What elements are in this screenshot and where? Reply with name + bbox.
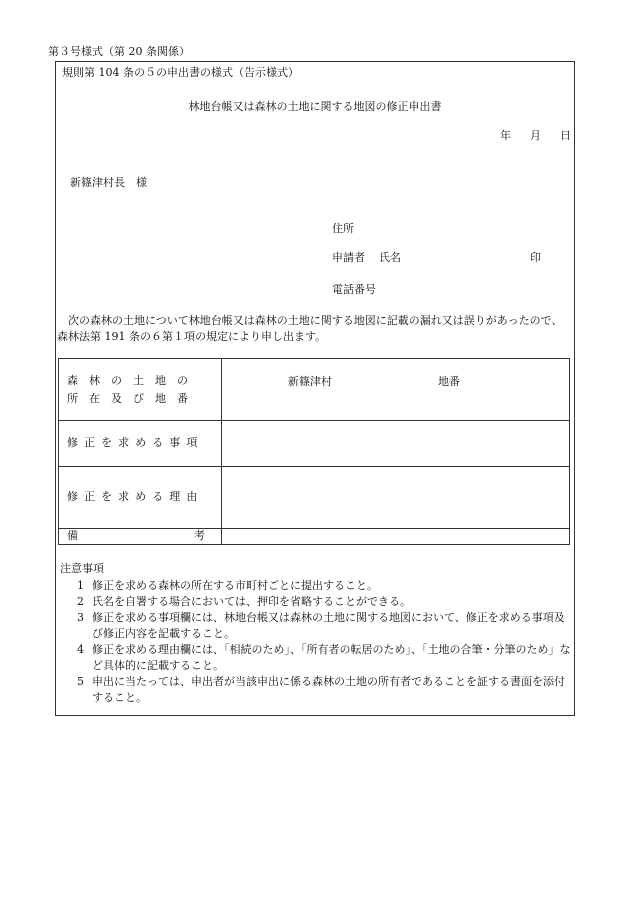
correction-reason-cell[interactable] xyxy=(222,467,570,529)
date-year-label: 年 xyxy=(500,129,511,142)
table-row xyxy=(59,359,570,421)
form-number: 第３号様式（第 20 条関係） xyxy=(48,45,190,58)
notes-section xyxy=(60,561,574,706)
page-title: 林地台帳又は森林の土地に関する地図の修正申出書 xyxy=(188,100,442,113)
remarks-label-right: 考 xyxy=(194,529,205,543)
list-item xyxy=(60,578,574,594)
location-value-cell[interactable] xyxy=(222,359,570,421)
applicant-label: 申請者 xyxy=(332,251,365,264)
location-label-line1: 森林の土地の xyxy=(67,373,199,387)
location-label-line2: 所在及び地番 xyxy=(67,391,199,405)
notes-title: 注意事項 xyxy=(60,562,104,575)
note-number: 2 xyxy=(77,595,84,608)
note-text: 申出に当たっては、申出者が当該申出に係る森林の土地の所有者であることを証する書面を添付すること。 xyxy=(92,675,565,704)
addressee: 新篠津村長 様 xyxy=(70,176,147,189)
remarks-label xyxy=(59,529,222,545)
correction-reason-label: 修正を求める理由 xyxy=(59,467,222,529)
note-text: 修正を求める理由欄には、「相続のため」、「所有者の転居のため」、「土地の合筆・分筆のため」など具体的に記載すること。 xyxy=(92,643,571,672)
correction-item-label: 修正を求める事項 xyxy=(59,421,222,467)
village-name: 新篠津村 xyxy=(288,375,332,388)
header-note: 規則第 104 条の５の申出書の様式（告示様式） xyxy=(62,66,299,79)
list-item xyxy=(60,642,574,674)
note-text: 氏名を自署する場合においては、押印を省略することができる。 xyxy=(92,595,411,608)
location-label xyxy=(59,359,222,421)
correction-item-cell[interactable] xyxy=(222,421,570,467)
table-row xyxy=(59,529,570,545)
date-month-label: 月 xyxy=(530,129,541,142)
note-text: 修正を求める森林の所在する市町村ごとに提出すること。 xyxy=(92,579,378,592)
note-number: 3 xyxy=(77,611,84,624)
note-number: 5 xyxy=(77,675,84,688)
remarks-label-left: 備 xyxy=(67,529,78,543)
chiban-label: 地番 xyxy=(438,375,460,388)
info-table xyxy=(58,358,570,545)
body-text: 次の森林の土地について林地台帳又は森林の土地に関する地図に記載の漏れ又は誤りがあったので、森林法第 191 条の６第１項の規定により申し出ます。 xyxy=(57,314,563,343)
note-number: 1 xyxy=(77,579,84,592)
remarks-cell[interactable] xyxy=(222,529,570,545)
table-row xyxy=(59,467,570,529)
phone-label: 電話番号 xyxy=(332,283,376,296)
seal-label: 印 xyxy=(530,251,541,264)
date-day-label: 日 xyxy=(560,129,571,142)
list-item xyxy=(60,610,574,642)
address-label: 住所 xyxy=(332,222,354,235)
list-item xyxy=(60,594,574,610)
note-number: 4 xyxy=(77,643,84,656)
list-item xyxy=(60,674,574,706)
table-row xyxy=(59,421,570,467)
name-label: 氏名 xyxy=(379,251,401,264)
note-text: 修正を求める事項欄には、林地台帳又は森林の土地に関する地図において、修正を求める事項及び修正内容を記載すること。 xyxy=(92,611,565,640)
